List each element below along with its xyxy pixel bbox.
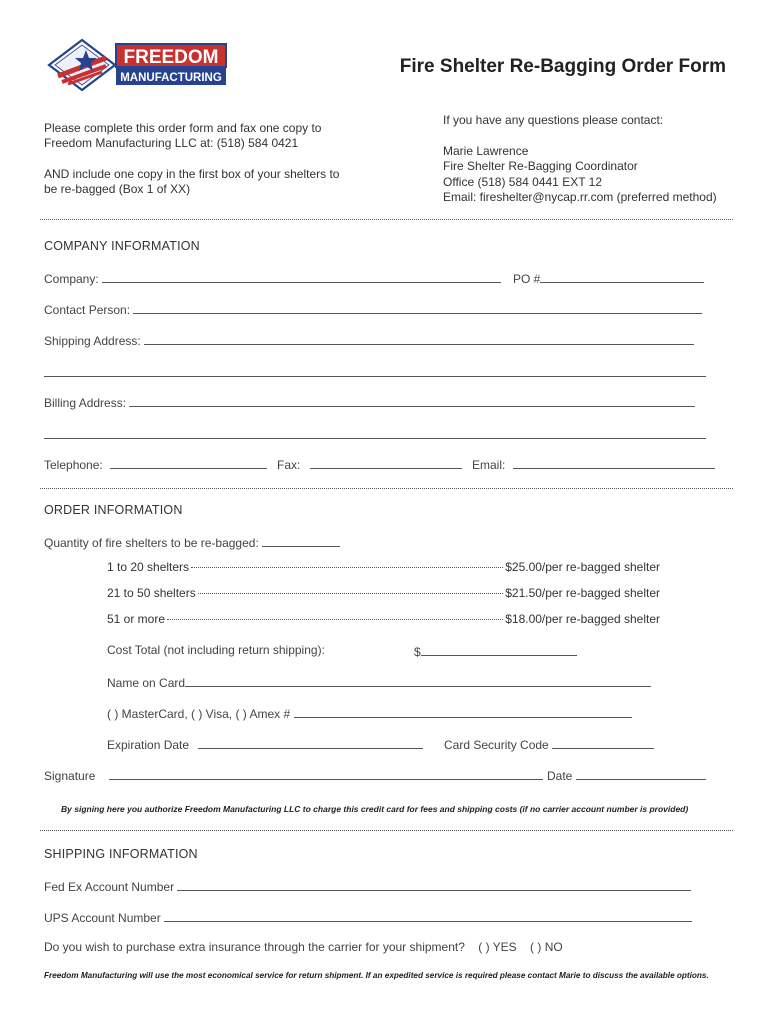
dollar-sign: $	[414, 645, 421, 659]
price-tier-row	[107, 560, 660, 574]
intro-line-1: Please complete this order form and fax one copy to	[44, 121, 322, 135]
po-label: PO #	[513, 272, 541, 286]
insurance-question	[44, 940, 563, 954]
fax-input-line[interactable]	[310, 456, 462, 469]
order-section-heading: ORDER INFORMATION	[44, 503, 183, 517]
price-tier-range: 1 to 20 shelters	[107, 560, 190, 574]
email-field[interactable]	[472, 456, 715, 472]
quantity-label: Quantity of fire shelters to be re-bagged:	[44, 536, 259, 550]
price-tier-row	[107, 586, 660, 600]
card-number-input-line[interactable]	[294, 705, 632, 718]
security-code-input-line[interactable]	[552, 736, 654, 749]
cost-total-label: Cost Total (not including return shipping):	[107, 643, 325, 657]
security-code-label: Card Security Code	[444, 738, 549, 752]
billing-address-line-2[interactable]	[44, 438, 706, 439]
insurance-no-option[interactable]: ( ) NO	[530, 940, 563, 954]
po-field[interactable]	[513, 270, 704, 286]
contact-person-field[interactable]	[44, 301, 702, 317]
company-input-line[interactable]	[102, 270, 501, 283]
shipping-address-input-line[interactable]	[144, 332, 694, 345]
dot-leader	[191, 567, 503, 568]
freedom-manufacturing-logo	[46, 36, 230, 94]
ups-account-input-line[interactable]	[164, 909, 692, 922]
company-field[interactable]	[44, 270, 501, 286]
name-on-card-input-line[interactable]	[185, 674, 651, 687]
name-on-card-field[interactable]	[107, 674, 651, 690]
fedex-account-label: Fed Ex Account Number	[44, 880, 175, 894]
contact-office: Office (518) 584 0441 EXT 12	[443, 175, 602, 189]
page-title: Fire Shelter Re-Bagging Order Form	[399, 56, 726, 77]
intro-line-3: AND include one copy in the first box of your shelters to	[44, 167, 340, 181]
shipping-address-field[interactable]	[44, 332, 694, 348]
divider	[40, 830, 733, 831]
contact-person-input-line[interactable]	[133, 301, 702, 314]
company-section-heading: COMPANY INFORMATION	[44, 239, 200, 253]
ups-account-field[interactable]	[44, 909, 692, 925]
divider	[40, 488, 733, 489]
divider	[40, 219, 733, 220]
dot-leader	[198, 593, 503, 594]
card-number-field[interactable]	[107, 705, 632, 721]
shipping-footer-note: Freedom Manufacturing will use the most economical service for return shipment. If an expedited service is required please contact Marie to discuss the available options.	[44, 971, 709, 980]
date-label: Date	[547, 769, 573, 783]
ups-account-label: UPS Account Number	[44, 911, 161, 925]
po-input-line[interactable]	[540, 270, 704, 283]
fedex-account-input-line[interactable]	[177, 878, 691, 891]
signature-input-line[interactable]	[109, 767, 543, 780]
price-tier-price: $21.50/per re-bagged shelter	[505, 586, 660, 600]
fedex-account-field[interactable]	[44, 878, 691, 894]
contact-email: Email: fireshelter@nycap.rr.com (preferred method)	[443, 190, 717, 204]
cost-total-field[interactable]	[414, 643, 577, 659]
price-tier-range: 21 to 50 shelters	[107, 586, 196, 600]
fax-label: Fax:	[277, 458, 301, 472]
quantity-field[interactable]	[44, 534, 340, 550]
intro-line-2: Freedom Manufacturing LLC at: (518) 584 0421	[44, 136, 299, 150]
price-tier-price: $18.00/per re-bagged shelter	[505, 612, 660, 626]
shipping-address-line-2[interactable]	[44, 376, 706, 377]
card-types-label: ( ) MasterCard, ( ) Visa, ( ) Amex #	[107, 707, 291, 721]
price-tier-row	[107, 612, 660, 626]
expiration-label: Expiration Date	[107, 738, 190, 752]
telephone-input-line[interactable]	[110, 456, 267, 469]
contact-name: Marie Lawrence	[443, 144, 529, 158]
telephone-field[interactable]	[44, 456, 267, 472]
logo-freedom-text: FREEDOM	[123, 47, 219, 68]
dot-leader	[167, 619, 503, 620]
email-label: Email:	[472, 458, 506, 472]
insurance-question-text: Do you wish to purchase extra insurance through the carrier for your shipment?	[44, 940, 465, 954]
date-input-line[interactable]	[576, 767, 706, 780]
company-label: Company:	[44, 272, 99, 286]
date-field[interactable]	[547, 767, 706, 783]
contact-person-label: Contact Person:	[44, 303, 131, 317]
contact-role: Fire Shelter Re-Bagging Coordinator	[443, 159, 638, 173]
email-input-line[interactable]	[513, 456, 715, 469]
billing-address-label: Billing Address:	[44, 396, 127, 410]
telephone-label: Telephone:	[44, 458, 103, 472]
billing-address-field[interactable]	[44, 394, 695, 410]
contact-heading: If you have any questions please contact:	[443, 113, 664, 127]
expiration-input-line[interactable]	[198, 736, 423, 749]
fax-field[interactable]	[277, 456, 462, 472]
shipping-section-heading: SHIPPING INFORMATION	[44, 847, 198, 861]
logo-manufacturing-text: MANUFACTURING	[120, 72, 222, 84]
shipping-address-label: Shipping Address:	[44, 334, 141, 348]
price-tier-price: $25.00/per re-bagged shelter	[505, 560, 660, 574]
name-on-card-label: Name on Card	[107, 676, 186, 690]
quantity-input-line[interactable]	[262, 534, 340, 547]
signature-label: Signature	[44, 769, 96, 783]
intro-line-4: be re-bagged (Box 1 of XX)	[44, 182, 191, 196]
price-tier-range: 51 or more	[107, 612, 166, 626]
expiration-field[interactable]	[107, 736, 423, 752]
signature-field[interactable]	[44, 767, 543, 783]
cost-total-input-line[interactable]	[421, 643, 577, 656]
billing-address-input-line[interactable]	[129, 394, 695, 407]
authorization-note: By signing here you authorize Freedom Manufacturing LLC to charge this credit card for fees and shipping costs (if no carrier account number is provided)	[61, 804, 689, 814]
insurance-yes-option[interactable]: ( ) YES	[478, 940, 517, 954]
security-code-field[interactable]	[444, 736, 654, 752]
